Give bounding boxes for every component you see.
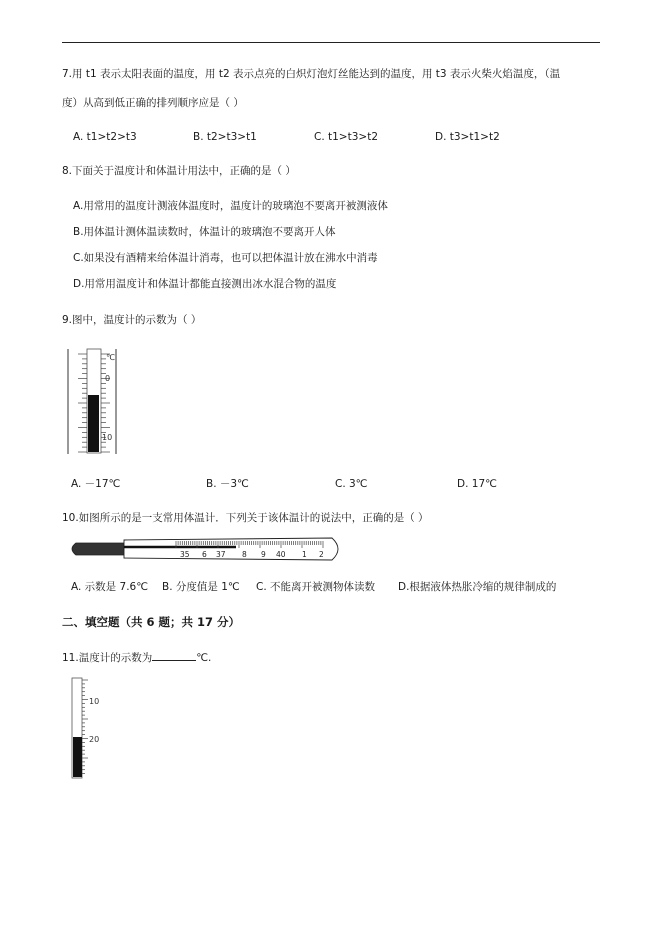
- q8-option-b[interactable]: B.用体温计测体温读数时，体温计的玻璃泡不要离开人体: [73, 226, 336, 238]
- q7-option-d[interactable]: D. t3>t1>t2: [435, 131, 500, 143]
- q7-stem-line1: 7.用 t1 表示太阳表面的温度，用 t2 表示点亮的白炽灯泡灯丝能达到的温度，用 t3 表示火柴火焰温度，（温: [62, 68, 561, 80]
- q10-scale-label: 37: [216, 550, 226, 559]
- header-rule: [62, 42, 600, 43]
- q7-stem-line2: 度）从高到低正确的排列顺序应是（ ）: [62, 97, 244, 109]
- q9-liquid-column: [88, 395, 99, 452]
- q11-thermometer-figure: [68, 676, 118, 780]
- q10-scale-label: 1: [302, 550, 307, 559]
- q10-scale-label: 9: [261, 550, 266, 559]
- q9-option-d[interactable]: D. 17℃: [457, 478, 497, 490]
- q8-option-d[interactable]: D.用常用温度计和体温计都能直接测出冰水混合物的温度: [73, 278, 337, 290]
- q11-liquid-column: [73, 737, 82, 777]
- q8-stem: 8.下面关于温度计和体温计用法中，正确的是（ ）: [62, 165, 296, 177]
- q10-scale-label: 40: [276, 550, 286, 559]
- q9-label-bottom: 10: [102, 433, 113, 442]
- q9-stem: 9.图中，温度计的示数为（ ）: [62, 314, 202, 326]
- q9-label-top: 0: [105, 374, 111, 383]
- q10-clinical-thermometer-figure: [64, 535, 346, 563]
- q10-scale-label: 35: [180, 550, 190, 559]
- q11-stem-unit: ℃.: [196, 652, 212, 664]
- q11-scale-ticks: [82, 680, 88, 774]
- q10-option-d[interactable]: D.根据液体热胀冷缩的规律制成的: [398, 581, 557, 593]
- q10-bulb: [72, 543, 124, 555]
- q11-stem-text: 11.温度计的示数为: [62, 652, 153, 664]
- q11-label-top: 10: [89, 697, 100, 706]
- q11-label-bottom: 20: [89, 735, 100, 744]
- q7-option-a[interactable]: A. t1>t2>t3: [73, 131, 137, 143]
- q11-answer-blank[interactable]: [152, 650, 196, 661]
- q11-stem: [62, 650, 211, 665]
- q10-scale-label: 2: [319, 550, 324, 559]
- q7-option-b[interactable]: B. t2>t3>t1: [193, 131, 257, 143]
- q9-unit-label: ℃: [106, 353, 115, 362]
- q7-option-c[interactable]: C. t1>t3>t2: [314, 131, 378, 143]
- q10-option-b[interactable]: B. 分度值是 1℃: [162, 581, 240, 593]
- q9-option-c[interactable]: C. 3℃: [335, 478, 368, 490]
- q9-option-a[interactable]: A. －17℃: [71, 478, 121, 490]
- q10-scale-label: 6: [202, 550, 207, 559]
- q8-option-a[interactable]: A.用常用的温度计测液体温度时，温度计的玻璃泡不要离开被测液体: [73, 200, 388, 212]
- section-title: 二、填空题（共 6 题；共 17 分）: [62, 615, 241, 629]
- q10-stem: 10.如图所示的是一支常用体温计．下列关于该体温计的说法中，正确的是（ ）: [62, 512, 429, 524]
- q10-option-c[interactable]: C. 不能离开被测物体读数: [256, 581, 376, 593]
- q8-option-c[interactable]: C.如果没有酒精来给体温计消毒，也可以把体温计放在沸水中消毒: [73, 252, 378, 264]
- q9-option-b[interactable]: B. －3℃: [206, 478, 249, 490]
- q10-scale-label: 8: [242, 550, 247, 559]
- q10-option-a[interactable]: A. 示数是 7.6℃: [71, 581, 149, 593]
- q9-thermometer-figure: [62, 344, 132, 456]
